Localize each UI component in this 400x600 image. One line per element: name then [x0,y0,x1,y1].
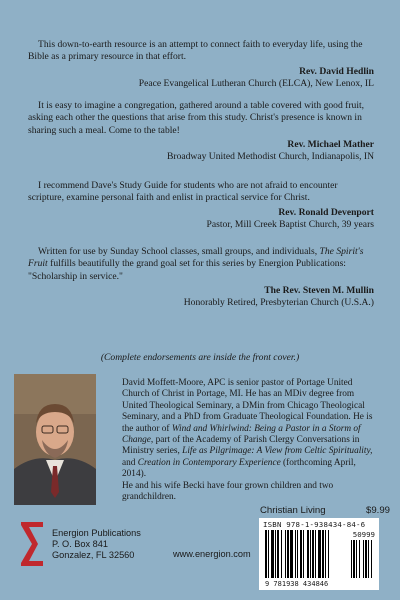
bio-text: and [122,457,138,468]
publisher-address-2: Gonzalez, FL 32560 [52,550,135,561]
barcode-bar [328,530,329,578]
barcode-bar [295,530,296,578]
endorser-affiliation: Peace Evangelical Lutheran Church (ELCA), New Lenox, IL [138,77,374,89]
price-code: 50999 [352,530,375,539]
barcode-bar [285,530,286,578]
book-title: The Spirit's Fruit [28,246,364,270]
price-bar [363,540,364,578]
bio-family: He and his wife Becki have four grown children and two grandchildren. [122,480,334,503]
endorsement-2 [28,100,374,163]
publisher-info [52,528,141,562]
endorser-affiliation: Pastor, Mill Creek Baptist Church, 39 years [206,218,374,230]
bio-text: (forthcoming April, 2014). [122,457,356,480]
category-label: Christian Living [260,505,326,516]
barcode-bar [297,530,298,578]
endorser-affiliation: Broadway United Methodist Church, Indianapolis, IN [166,151,374,163]
barcode-bar [322,530,324,578]
barcode [259,518,379,590]
price-bar [365,540,367,578]
book-title: Life as Pilgrimage: A View from Celtic Spirituality, [182,446,373,457]
barcode-bar [300,530,302,578]
barcode-bar [275,530,276,578]
barcode-bar [312,530,314,578]
isbn-text: ISBN 978-1-938434-84-6 [263,520,366,529]
price-bar [368,540,369,578]
endorsement-quote [28,246,374,283]
endorsement-3 [28,180,374,231]
barcode-bar [303,530,304,578]
price-bar [353,540,355,578]
energion-logo-icon [18,520,46,568]
quote-text: Written for use by Sunday School classes, small groups, and individuals, [38,246,320,257]
book-title: Wind and Whirlwind: Being a Pastor in a Storm of Change, [122,423,361,446]
quote-text: fulfills beautifully the grand goal set for this series by Energion Publications: "Scholarship in service." [28,258,346,282]
author-photo [14,374,96,505]
barcode-digits: 9 781938 434846 [265,580,329,588]
publisher-url[interactable]: www.energion.com [173,549,251,559]
complete-endorsements-note: (Complete endorsements are inside the front cover.) [100,352,300,363]
barcode-bar [268,530,269,578]
endorser-name: Rev. Ronald Devenport [278,206,374,218]
barcode-bar [310,530,311,578]
endorser-affiliation: Honorably Retired, Presbyterian Church (U.S.A.) [183,297,374,309]
barcode-bar [281,530,282,578]
barcode-bar [271,530,274,578]
endorsement-4 [28,246,374,309]
price-label: $9.99 [365,505,390,516]
endorser-name: The Rev. Steven M. Mullin [264,284,374,296]
barcode-bar [277,530,279,578]
bio-text: part of the Academy of Parish Clergy Conversations in Ministry series, [122,435,360,457]
price-bar [359,540,360,578]
barcode-bar [318,530,321,578]
book-title: Creation in Contemporary Experience [137,457,281,468]
endorsement-quote: I recommend Dave's Study Guide for students who are not afraid to encounter scripture, examine personal faith and enlist in practical service for Christ. [28,180,338,204]
publisher-name: Energion Publications [52,528,141,538]
author-bio [122,378,380,503]
barcode-bar [307,530,309,578]
endorsement-1 [28,39,374,90]
price-bar [356,540,357,578]
endorsement-quote: It is easy to imagine a congregation, gathered around a table covered with good fruit, asking each other the questions that arise from this study. Christ's presence is known in sharing such a meal. Come to the table! [28,100,365,136]
endorser-name: Rev. David Hedlin [299,65,374,77]
price-bar [371,540,372,578]
barcode-bar [287,530,289,578]
barcode-bar [265,530,267,578]
barcode-bar [315,530,316,578]
bio-text: David Moffett-Moore, APC is senior pastor of Portage United Church of Christ in Portage, MI. He has an MDiv degree from United Theological Seminary, a DMin from Chicago Theological Seminary, and a PhD from Graduate Theological Foundation. He is the author of [122,378,373,434]
barcode-bar [325,530,326,578]
publisher-address-1: P. O. Box 841 [52,539,109,550]
price-bar [351,540,352,578]
barcode-bar [290,530,293,578]
endorsement-quote: This down-to-earth resource is an attempt to connect faith to everyday life, using the Bible as a primary resource in that effort. [28,39,363,63]
endorser-name: Rev. Michael Mather [287,138,374,150]
